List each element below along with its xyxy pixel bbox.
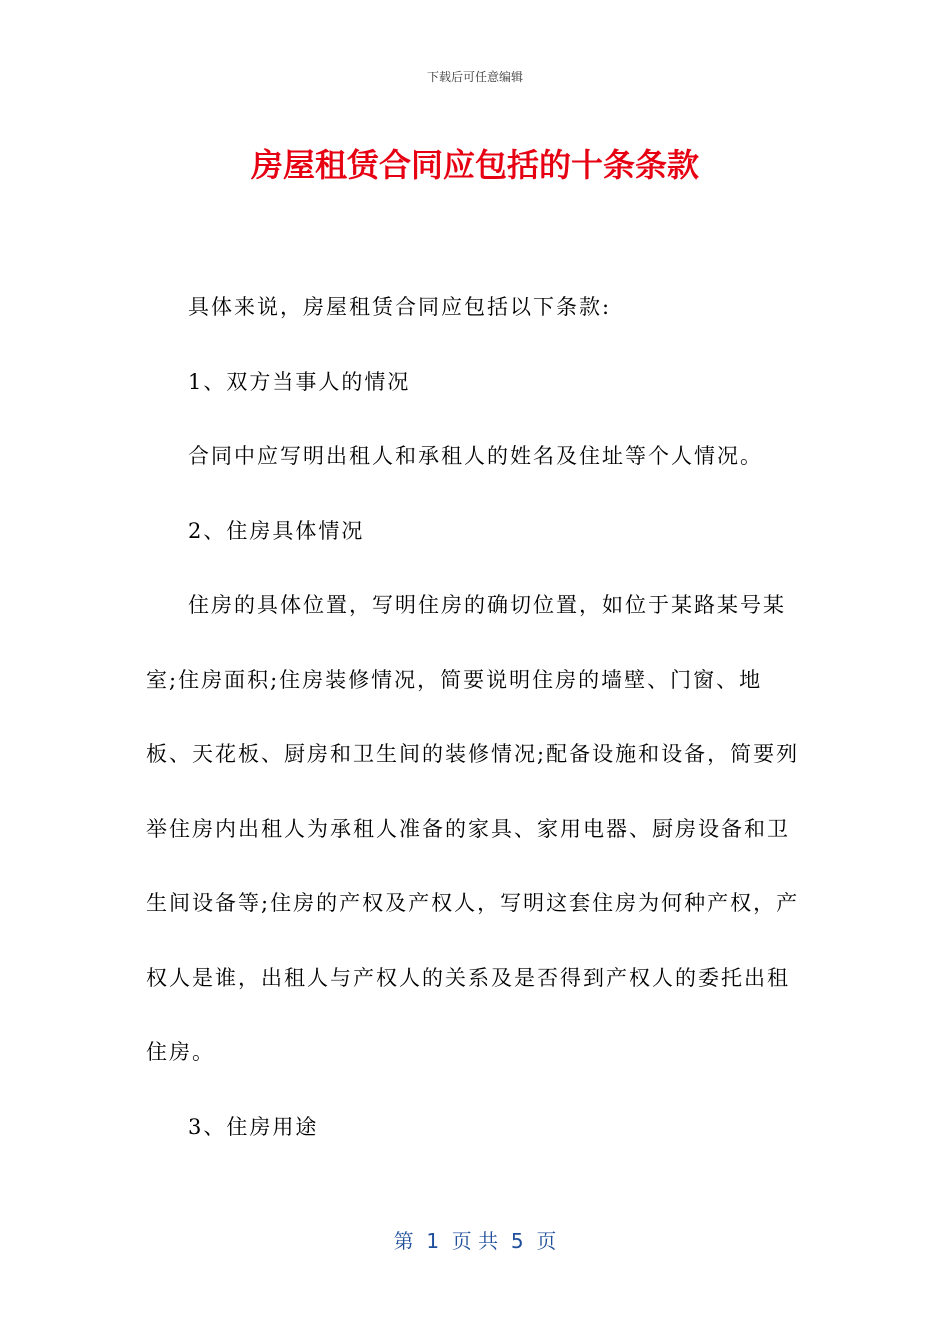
paragraph-heading-2: 2、住房具体情况 [188, 518, 365, 543]
paragraph-1-content: 合同中应写明出租人和承租人的姓名及住址等个人情况。 [188, 444, 763, 468]
page-number-footer: 第 1 页 共 5 页 [393, 1229, 557, 1253]
paragraph-intro: 具体来说，房屋租赁合同应包括以下条款: [188, 295, 612, 319]
document-title: 房屋租赁合同应包括的十条条款 [250, 146, 699, 184]
paragraph-2-content: 住房的具体位置，写明住房的确切位置，如位于某路某号某室;住房面积;住房装修情况，简要说明住房的墙壁、门窗、地板、天花板、厨房和卫生间的装修情况;配备设施和设备，简要列举住房内出租人为承租人准备的家具、家用电器、厨房设备和卫生间设备等;住房的产权及产权人，写明这套住房为何种产权，产权人是谁，出租人与产权人的关系及是否得到产权人的委托出租住房。 [146, 593, 800, 1064]
paragraph-heading-3: 3、住房用途 [188, 1114, 319, 1139]
document-body [146, 270, 806, 1164]
paragraph-heading-1: 1、双方当事人的情况 [188, 369, 411, 394]
header-note: 下载后可任意编辑 [426, 70, 523, 84]
